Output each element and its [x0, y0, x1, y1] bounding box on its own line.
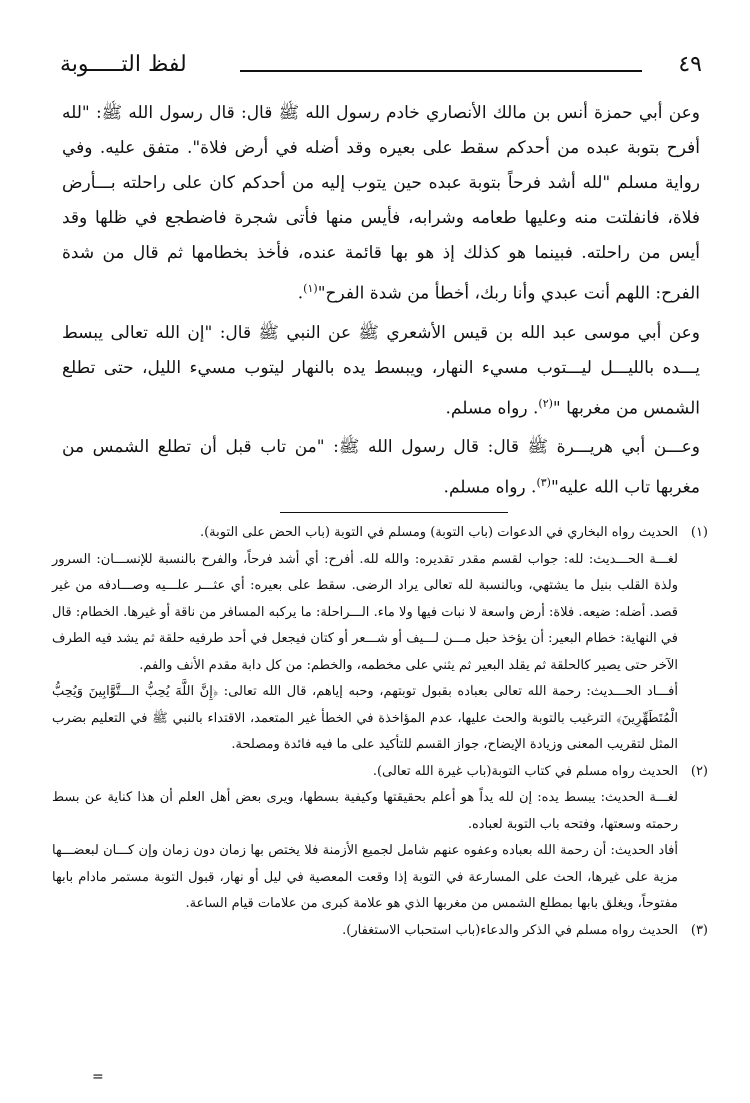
- narration-note: . رواه مسلم.: [443, 477, 537, 498]
- footnote-body: [52, 520, 678, 759]
- hadith-paragraph: [62, 430, 700, 506]
- hadith-paragraph: [62, 316, 700, 427]
- footnote-line: الحديث رواه مسلم في الذكر والدعاء(باب استحباب الاستغفار).: [342, 922, 678, 938]
- hadith-text: وعـــن أبي هريـــرة ﷺ قال: قال رسول الله ﷺ: "من تاب قبل أن تطلع الشمس من مغربها تاب الله عليه": [62, 437, 700, 498]
- footnote-line: لغـــة الحديث: يبسط يده: إن لله يداً هو أعلم بحقيقتها وكيفية بسطها، ويرى بعض أهل العلم أن هذا كناية عن بسط رحمته وسعتها، وفتحه باب التوبة لعباده.: [52, 790, 678, 832]
- footnote-number: (٢): [690, 763, 708, 779]
- footnote-ref: (١): [303, 282, 318, 295]
- narration-note: . رواه مسلم.: [445, 398, 539, 419]
- margin-mark: =: [92, 1069, 104, 1085]
- footnote-ref: (٢): [538, 396, 553, 410]
- running-title: لفظ التـــــوبة: [60, 52, 187, 77]
- header-rule: [240, 70, 642, 72]
- hadith-text: وعن أبي حمزة أنس بن مالك الأنصاري خادم رسول الله ﷺ قال: قال رسول الله ﷺ: "لله أفرح بتوبة عبده من أحدكم سقط على بعيره وقد أضله في أرض فلاة". متفق عليه. وفي رواية مسلم "لله أشد فرحاً بتوبة عبده حين يتوب إليه من أحدكم كان على راحلته بـــأرض فلاة، فانفلتت منه وعليها طعامه وشرابه، فأيس منها فأتى شجرة فاضطجع في ظلها وقد أيس من راحلته. فبينما هو كذلك إذ هو بها قائمة عنده، فأخذ بخطامها ثم قال من شدة الفرح: اللهم أنت عبدي وأنا ربك، أخطأ من شدة الفرح": [62, 103, 700, 304]
- footnote-body: [52, 759, 678, 918]
- footnote-line: أفـــاد الحـــديث: رحمة الله تعالى بعباده بقبول توبتهم، وحبه إياهم، قال الله تعالى: ﴿إِنَّ اللَّهَ يُحِبُّ الـــتَّوَّابِينَ وَيُحِبُّ الْمُتَطَهِّرِينَ﴾ الترغيب بالتوبة والحث عليها، عدم المؤاخذة في الخطأ غير المتعمد، الاقتداء بالنبي ﷺ في التعليم بضرب المثل لتقريب المعنى وزيادة الإيضاح، جواز القسم للتأكيد على ما فيه فائدة ومصلحة.: [52, 684, 678, 752]
- page-number: ٤٩: [678, 52, 702, 77]
- footnote-body: [52, 918, 678, 945]
- footnote-line: الحديث رواه البخاري في الدعوات (باب التوبة) ومسلم في التوبة (باب الحض على التوبة).: [199, 525, 678, 540]
- footnote-number: (١): [690, 525, 708, 540]
- footnote-separator: [280, 512, 508, 513]
- footnotes: [52, 520, 708, 944]
- footnote-number: (٣): [690, 922, 708, 938]
- hadith-text: وعن أبي موسى عبد الله بن قيس الأشعري ﷺ عن النبي ﷺ قال: "إن الله تعالى يبسط يـــده بالليـــل ليـــتوب مسيء النهار، ويبسط يده بالنهار ليتوب مسيء الليل، حتى تطلع الشمس من مغربها ": [62, 322, 700, 419]
- footnote-ref: (٣): [536, 476, 551, 490]
- main-text: [62, 96, 700, 510]
- page-header: [60, 52, 702, 92]
- footnote-line: الحديث رواه مسلم في كتاب التوبة(باب غيرة الله تعالى).: [372, 763, 678, 779]
- footnote-line: أفاد الحديث: أن رحمة الله بعباده وعفوه عنهم شامل لجميع الأزمنة فلا يختص بها زمان دون زمان وإن كـــان لبعضـــها مزية على غيرها، الحث على المسارعة في التوبة إذا وقعت المعصية في ليل أو نهار، قبول التوبة مستمر مادام بابها مفتوحاً، ويغلق بابها بمطلع الشمس من مغربها الذي هو علامة كبرى من علامات قيام الساعة.: [52, 843, 678, 911]
- footnote: [52, 918, 708, 945]
- footnote: [52, 520, 708, 759]
- footnote-line: لغـــة الحـــديث: لله: جواب لقسم مقدر تقديره: والله لله. أفرح: أي أشد فرحاً، والفرح بالنسبة للإنســـان: السرور ولذة القلب بنيل ما يشتهي، وبالنسبة لله تعالى يراد الرضى. سقط على بعيره: أي عثـــر علـــيه وصـــادفه من غير قصد. أضله: ضيعه. فلاة: أرض واسعة لا نبات فيها ولا ماء. الـــراحلة: ما يركبه المسافر من ناقة أو غيرها. الخطام: قال في النهاية: خطام البعير: أن يؤخذ حبل مـــن لـــيف أو شـــعر أو كتان فيجعل في أحد طرفيه حلقة ثم يشد فيه الطرف الآخر حتى يصير كالحلقة ثم يقلد البعير ثم يثني على مخطمه، والخطم: من كل دابة مقدم الأنف والفم.: [52, 551, 678, 673]
- footnote: [52, 759, 708, 918]
- hadith-paragraph: وعن أبي حمزة أنس بن مالك الأنصاري خادم رسول الله ﷺ قال: قال رسول الله ﷺ: "لله أفرح بتوبة عبده من أحدكم سقط على بعيره وقد أضله في أرض فلاة". متفق عليه. وفي رواية مسلم "لله أشد فرحاً بتوبة عبده حين يتوب إليه من أحدكم كان على راحلته بـــأرض فلاة، فانفلتت منه وعليها طعامه وشرابه، فأيس منها فأتى شجرة فاضطجع في ظلها وقد أيس من راحلته. فبينما هو كذلك إذ هو بها قائمة عنده، فأخذ بخطامها ثم قال من شدة الفرح: اللهم أنت عبدي وأنا ربك، أخطأ من شدة الفرح"$^{(١)}$.: [62, 103, 700, 304]
